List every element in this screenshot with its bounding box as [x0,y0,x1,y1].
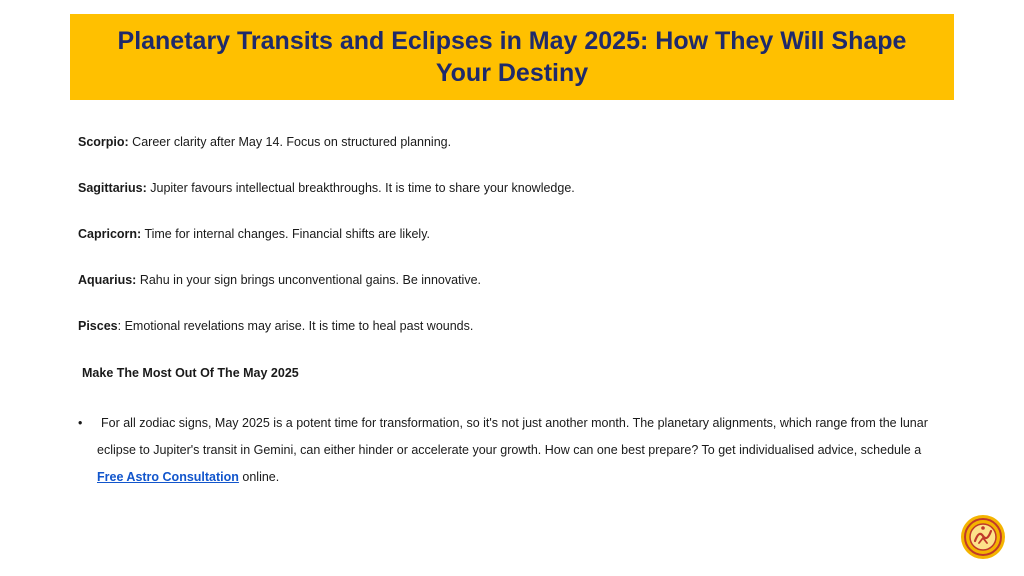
sign-text: Career clarity after May 14. Focus on structured planning. [128,135,452,149]
page-title: Planetary Transits and Eclipses in May 2025: How They Will Shape Your Destiny [117,27,907,87]
section-heading: Make The Most Out Of The May 2025 [82,366,299,380]
title-banner [70,14,954,100]
sign-name: Capricorn: [78,227,142,241]
sign-name: Sagittarius: [78,181,147,195]
sign-name: Scorpio: [78,135,129,149]
sign-name: Pisces [78,319,118,333]
bullet-paragraph [78,410,938,491]
astro-brand-logo-icon [960,514,1006,560]
bullet-tail: online. [238,470,280,484]
bullet-text [97,410,938,491]
sign-scorpio [78,134,451,150]
sign-name: Aquarius: [78,273,137,287]
sign-capricorn [78,226,430,242]
bullet-body: For all zodiac signs, May 2025 is a potent time for transformation, so it's not just another month. The planetary alignments, which range from the lunar eclipse to Jupiter's transit in Gemini, can either hinder or accelerate your growth. How can one best prepare? To get individualised advice, schedule a [97,416,928,457]
sign-text: Jupiter favours intellectual breakthroughs. It is time to share your knowledge. [146,181,575,195]
sign-text: Rahu in your sign brings unconventional gains. Be innovative. [136,273,482,287]
sign-aquarius [78,272,481,288]
sign-pisces [78,318,473,334]
free-astro-consultation-link[interactable]: Free Astro Consultation [97,470,239,484]
sign-text: Time for internal changes. Financial shifts are likely. [141,227,430,241]
sign-text: : Emotional revelations may arise. It is time to heal past wounds. [117,319,474,333]
sign-sagittarius [78,180,575,196]
bullet-marker: • [78,416,83,430]
